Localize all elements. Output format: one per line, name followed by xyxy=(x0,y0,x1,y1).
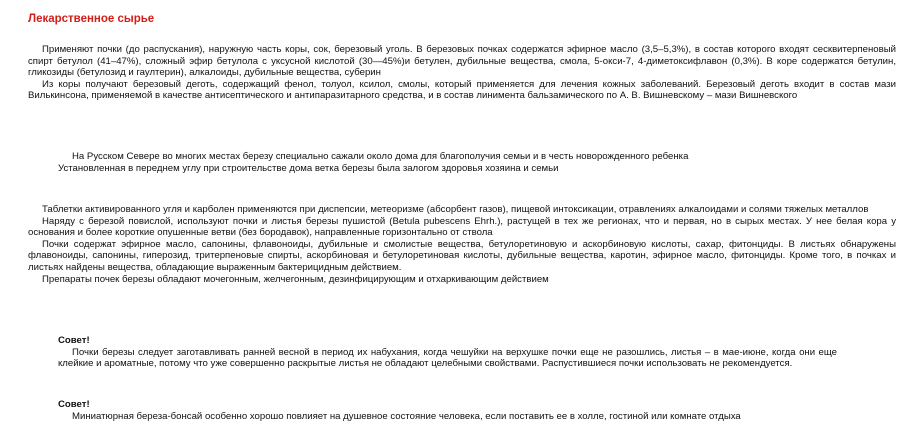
advice-title: Совет! xyxy=(58,399,90,410)
paragraph-birch-branch: Установленная в переднем углу при строительстве дома ветка березы была залогом здоровья хозяина и семьи xyxy=(58,162,559,174)
advice-title: Совет! xyxy=(58,335,90,346)
folklore-section xyxy=(58,151,896,174)
paragraph-bud-composition: Почки содержат эфирное масло, сапонины, флавоноиды, дубильные и смолистые вещества, бетулоретиновую и аскорбиновую кислоты, сахар, фитонциды. В листьях обнаружены флавоноиды, сапонины, гиперозид, тритерпеновые спирты, аскорбиновая и бетулоретиновая кислоты, дубильные вещества, каротин, эфирное масло, фитонциды. Кроме того, в почках и листьях найдены вещества, обладающие выраженным бактерицидным действием. xyxy=(28,238,896,273)
section-heading: Лекарственное сырье xyxy=(28,13,155,25)
paragraph-activated-charcoal: Таблетки активированного угля и карболен применяются при диспепсии, метеоризме (абсорбент газов), пищевой интоксикации, отравлениях алкалоидами и солями тяжелых металлов xyxy=(42,204,869,215)
advice-box-harvesting xyxy=(58,335,837,370)
pharmacology-section xyxy=(28,204,896,285)
paragraph-bud-preparations: Препараты почек березы обладают мочегонным, желчегонным, дезинфицирующим и отхаркивающим действием xyxy=(42,273,549,285)
paragraph-birch-tar: Из коры получают березовый деготь, содержащий фенол, толуол, ксилол, смолы, который применяется для лечения кожных заболеваний. Березовый деготь входит в состав мази Вилькинсона, применяемой в качестве антисептического и антипаразитарного средства, и в состав линимента бальзамического по А. В. Вишневскому – мази Вишневского xyxy=(28,78,896,102)
paragraph-russian-north: На Русском Севере во многих местах березу специально сажали около дома для благополучия семьи и в честь новорожденного ребенка xyxy=(72,151,689,162)
paragraph-composition: Применяют почки (до распускания), наружную часть коры, сок, березовый уголь. В березовых почках содержатся эфирное масло (3,5–5,3%), в состав которого входят сесквитерпеновый спирт бетулол (41–47%), сложный эфир бетулола с уксусной кислотой (30—45%)и бетулен, дубильные вещества, смола, 5-окси-7, 4-диметоксифлавон (0,3%). В коре содержатся бетулин, гликозиды (бетулозид и гаултерин), алкалоиды, дубильные вещества, суберин xyxy=(28,44,896,79)
advice-text-content: Почки березы следует заготавливать ранней весной в период их набухания, когда чешуйки на верхушке почки еще не разошлись, листья – в мае-июне, когда они еще клейкие и ароматные, потому что уже совершенно раскрытые листья не обладают целебными свойствами. Распустившиеся почки использовать не рекомендуется. xyxy=(58,346,837,370)
advice-text-content: Миниатюрная береза-бонсай особенно хорошо повлияет на душевное состояние человека, если поставить ее в холле, гостиной или комнате отдыха xyxy=(72,410,741,422)
medicinal-raw-material-section xyxy=(28,44,896,102)
advice-text xyxy=(58,411,837,423)
paragraph-downy-birch: Наряду с березой повислой, используют почки и листья березы пушистой (Betula pubescens Ehrh.), растущей в тех же регионах, что и первая, но в сырых местах. У нее белая кора у основания и более короткие опушенные ветви (без бородавок), направленные горизонтально от ствола xyxy=(28,215,896,239)
advice-text xyxy=(58,347,837,370)
advice-box-bonsai xyxy=(58,399,837,422)
